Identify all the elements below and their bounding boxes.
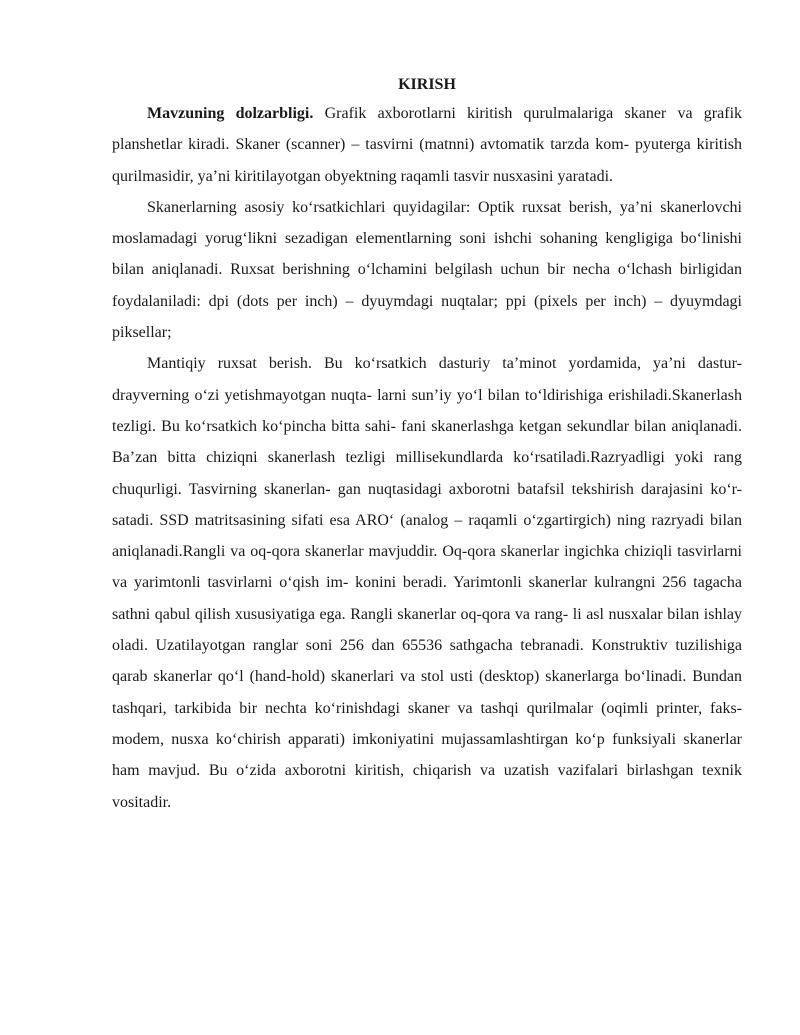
paragraph-text: Skanerlarning asosiy ko‘rsatkichlari quyidagilar: Optik ruxsat berish, ya’ni skanerlovchi moslamadagi yorug‘likni sezadigan elementlarning soni ishchi sohaning kengligiga bo‘linishi bilan aniqlanadi. Ruxsat berishning o‘lchamini belgilash uchun bir necha o‘lchash birligidan foydalaniladi: dpi (dots per inch) – dyuymdagi nuqtalar; ppi (pixels per inch) – dyuymdagi piksellar;	[112, 198, 742, 342]
paragraph-relevance	[112, 98, 742, 192]
page-title: KIRISH	[398, 76, 456, 93]
paragraph-text: Grafik axborotlarni kiritish qurulmalariga skaner va grafik planshetlar kiradi. Skaner (scanner) – tasvirni (matnni) avtomatik tarzda kom- pyuterga kiritish qurilmasidir, ya’ni kiritilayotgan obyektning raqamli tasvir nusxasini yaratadi.	[112, 105, 743, 185]
document-page	[112, 72, 742, 818]
paragraph-scanner-metrics	[112, 192, 742, 348]
paragraph-text: Mantiqiy ruxsat berish. Bu ko‘rsatkich dasturiy ta’minot yordamida, ya’ni dastur- drayverning o‘zi yetishmayotgan nuqta- larni sun’iy yo‘l bilan to‘ldirishiga erishiladi.Skanerlash tezligi. Bu ko‘rsatkich ko‘pincha bitta sahi- fani skanerlashga ketgan sekundlar bilan aniqlanadi. Ba’zan bitta chiziqni skanerlash tezligi millisekundlarda ko‘rsatiladi.Razryadligi yoki rang chuqurligi. Tasvirning skanerlan- gan nuqtasidagi axborotni batafsil tekshirish darajasini ko‘r- satadi. SSD matritsasining sifati esa ARO‘ (analog – raqamli o‘zgartirgich) ning razryadi bilan aniqlanadi.Rangli va oq-qora skanerlar mavjuddir. Oq-qora skanerlar ingichka chiziqli tasvirlarni va yarimtonli tasvirlarni o‘qish im- konini beradi. Yarimtonli skanerlar kulrangni 256 tagacha sathni qabul qilish xususiyatiga ega. Rangli skanerlar oq-qora va rang- li asl nusxalar bilan ishlay oladi. Uzatilayotgan ranglar soni 256 dan 65536 sathgacha tebranadi. Konstruktiv tuzilishiga qarab skanerlar qo‘l (hand-hold) skanerlari va stol usti (desktop) skanerlarga bo‘linadi. Bundan tashqari, tarkibida bir nechta ko‘rinishdagi skaner va tashqi qurilmalar (oqimli printer, faks-modem, nusxa ko‘chirish apparati) imkoniyatini mujassamlashtirgan ko‘p funksiyali skanerlar ham mavjud. Bu o‘zida axborotni kiritish, chiqarish va uzatish vazifalari birlashgan texnik vositadir.	[112, 355, 742, 811]
paragraph-lead: Mavzuning dolzarbligi.	[147, 105, 314, 122]
paragraph-logical-resolution	[112, 348, 742, 817]
